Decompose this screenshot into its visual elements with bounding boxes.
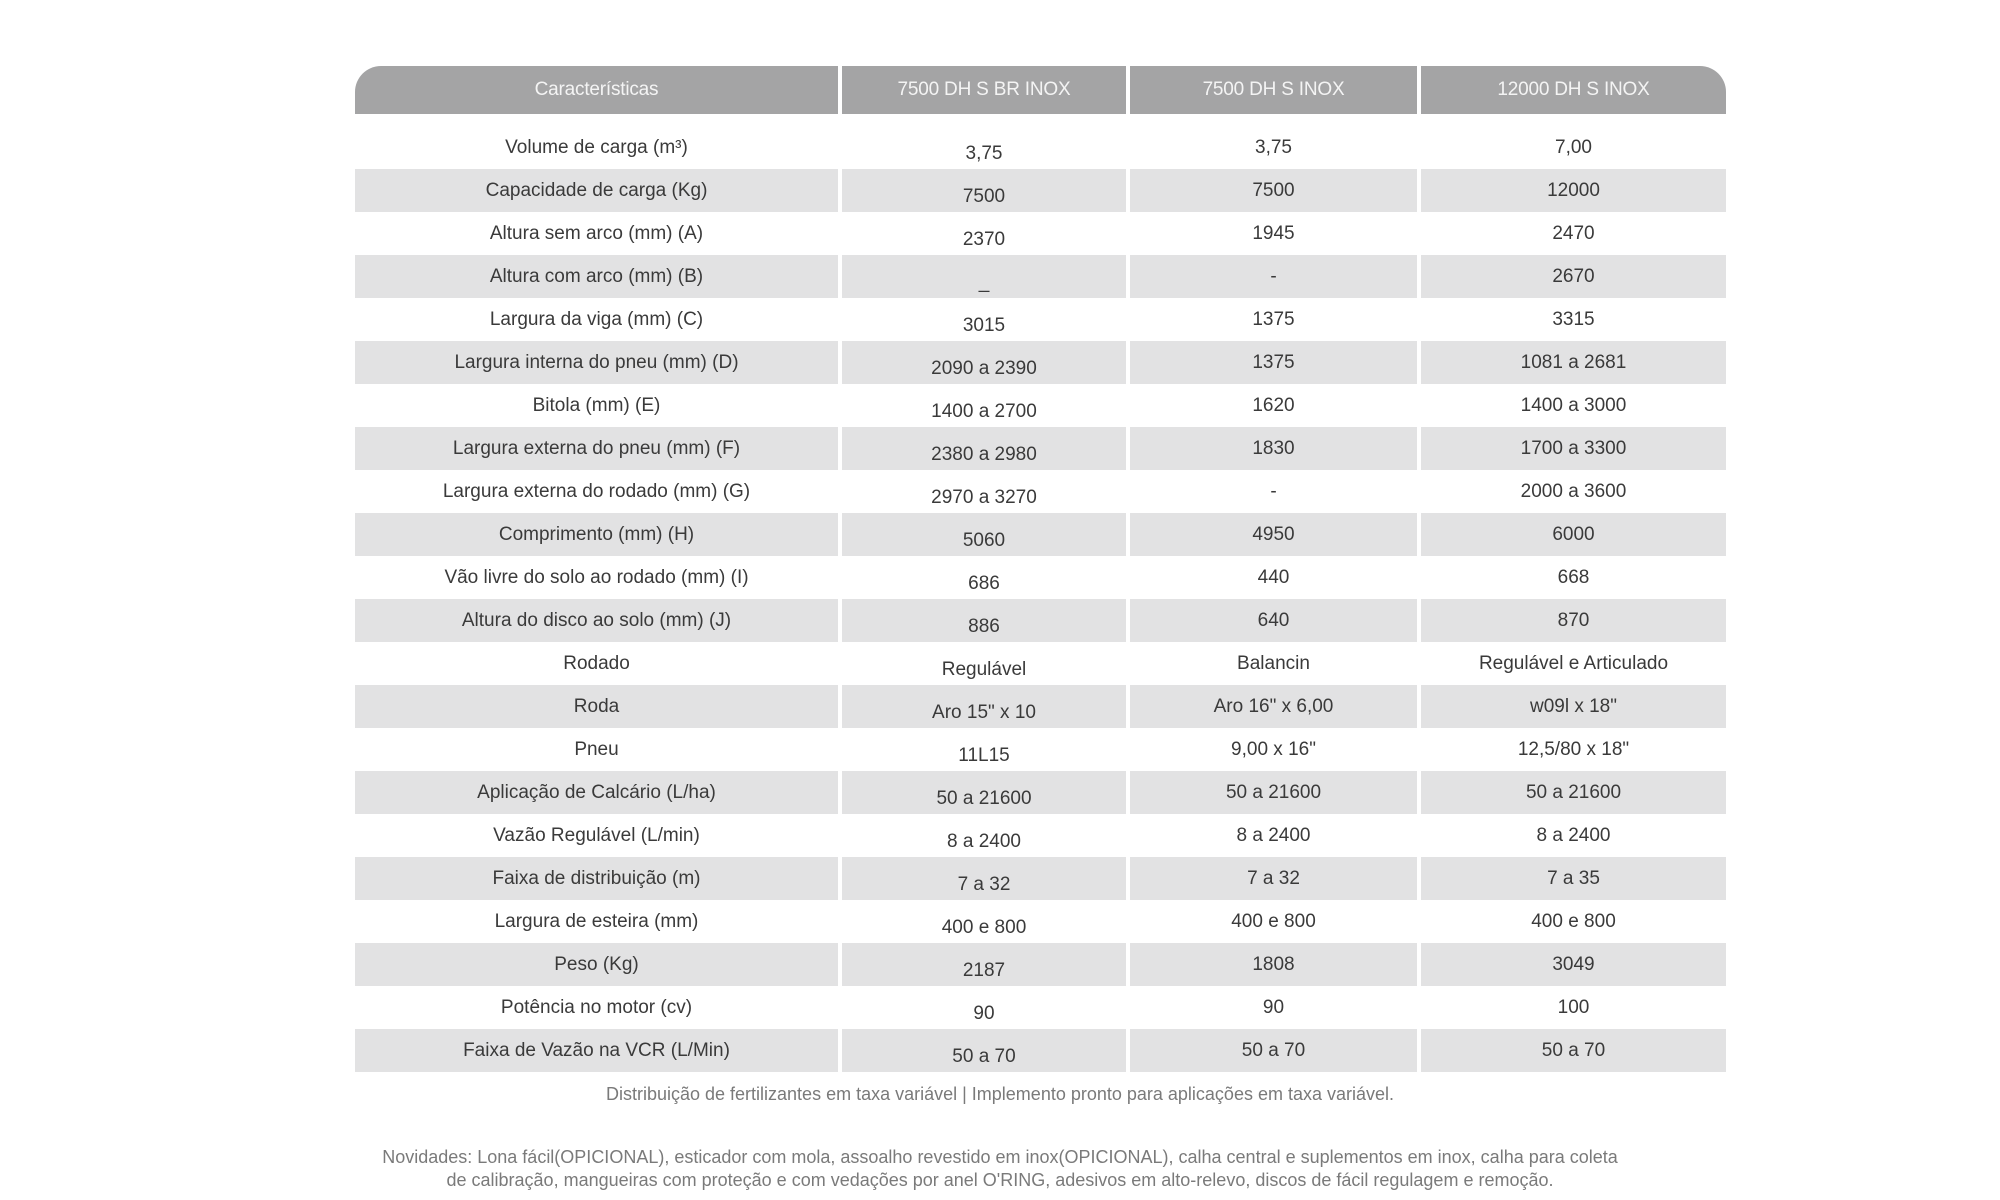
row-value: 1375 bbox=[1130, 341, 1417, 384]
row-value: 1081 a 2681 bbox=[1421, 341, 1726, 384]
row-value: 7500 bbox=[842, 169, 1126, 212]
table-row bbox=[355, 771, 1726, 814]
row-value: 640 bbox=[1130, 599, 1417, 642]
row-label: Altura sem arco (mm) (A) bbox=[489, 222, 704, 244]
footer-novidades-line-1: Novidades: Lona fácil(OPICIONAL), esticador com mola, assoalho revestido em inox(OPICIONAL), calha central e suplementos em inox, calha para coleta bbox=[382, 1147, 1618, 1167]
row-value: 400 e 800 bbox=[1531, 910, 1616, 932]
row-value: 2470 bbox=[1552, 222, 1595, 244]
row-label: Pneu bbox=[574, 738, 619, 760]
row-value: 90 bbox=[1262, 996, 1285, 1018]
row-value: Aro 16" x 6,00 bbox=[1130, 685, 1417, 728]
row-label: Potência no motor (cv) bbox=[500, 996, 693, 1018]
row-value: 3049 bbox=[1421, 943, 1726, 986]
table-row bbox=[355, 427, 1726, 470]
row-value: Regulável e Articulado bbox=[1478, 652, 1669, 674]
row-value: 7500 bbox=[1130, 169, 1417, 212]
spec-table bbox=[351, 66, 1730, 1072]
row-value: 5060 bbox=[842, 513, 1126, 556]
header-characteristics: Características bbox=[355, 66, 838, 114]
row-value: 686 bbox=[968, 572, 1000, 594]
footer-note: Distribuição de fertilizantes em taxa variável | Implemento pronto para aplicações em taxa variável. bbox=[605, 1084, 1395, 1104]
row-value: 8 a 2400 bbox=[1536, 824, 1611, 846]
row-value: 90 bbox=[973, 1002, 995, 1024]
table-row bbox=[355, 212, 1726, 255]
row-label: Volume de carga (m³) bbox=[505, 136, 688, 158]
row-value: 7 a 32 bbox=[1130, 857, 1417, 900]
row-value: 870 bbox=[1421, 599, 1726, 642]
row-label: Peso (Kg) bbox=[355, 943, 838, 986]
table-row bbox=[355, 169, 1726, 212]
row-value: 3015 bbox=[962, 314, 1006, 336]
row-value: w09l x 18" bbox=[1421, 685, 1726, 728]
row-value: 2000 a 3600 bbox=[1520, 480, 1627, 502]
table-row bbox=[355, 556, 1726, 599]
row-value: 3315 bbox=[1552, 308, 1595, 330]
row-label: Aplicação de Calcário (L/ha) bbox=[355, 771, 838, 814]
row-value: 2370 bbox=[962, 228, 1006, 250]
row-value: 3,75 bbox=[965, 142, 1003, 164]
row-value: 1830 bbox=[1130, 427, 1417, 470]
table-row bbox=[355, 986, 1726, 1029]
table-row bbox=[355, 900, 1726, 943]
row-value: 4950 bbox=[1130, 513, 1417, 556]
row-value: 3,75 bbox=[1255, 136, 1292, 158]
row-value: 2670 bbox=[1421, 255, 1726, 298]
row-label: Largura externa do pneu (mm) (F) bbox=[355, 427, 838, 470]
row-value: Regulável bbox=[941, 658, 1027, 680]
header-model-7500-br: 7500 DH S BR INOX bbox=[842, 66, 1126, 114]
table-row bbox=[355, 384, 1726, 427]
row-value: 1400 a 2700 bbox=[931, 400, 1037, 422]
row-value: 50 a 21600 bbox=[1130, 771, 1417, 814]
table-row bbox=[355, 513, 1726, 556]
header-model-12000: 12000 DH S INOX bbox=[1421, 66, 1726, 114]
table-row bbox=[355, 857, 1726, 900]
row-value: 7,00 bbox=[1555, 136, 1592, 158]
row-label: Roda bbox=[355, 685, 838, 728]
row-value: Balancin bbox=[1237, 652, 1310, 674]
table-row bbox=[355, 126, 1726, 169]
row-value: 1808 bbox=[1130, 943, 1417, 986]
row-label: Vazão Regulável (L/min) bbox=[493, 824, 700, 846]
table-row bbox=[355, 685, 1726, 728]
row-label: Comprimento (mm) (H) bbox=[355, 513, 838, 556]
table-row bbox=[355, 470, 1726, 513]
row-value: 8 a 2400 bbox=[1236, 824, 1311, 846]
row-value: 12000 bbox=[1421, 169, 1726, 212]
row-value: 50 a 70 bbox=[1421, 1029, 1726, 1072]
row-value: 50 a 21600 bbox=[1421, 771, 1726, 814]
row-label: Vão livre do solo ao rodado (mm) (I) bbox=[444, 566, 749, 588]
table-row bbox=[355, 298, 1726, 341]
table-header bbox=[355, 66, 1726, 126]
row-label: Faixa de Vazão na VCR (L/Min) bbox=[355, 1029, 838, 1072]
row-value: 2970 a 3270 bbox=[931, 486, 1037, 508]
row-value: 1700 a 3300 bbox=[1421, 427, 1726, 470]
row-label: Capacidade de carga (Kg) bbox=[355, 169, 838, 212]
row-label: Largura de esteira (mm) bbox=[494, 910, 699, 932]
row-label: Altura do disco ao solo (mm) (J) bbox=[355, 599, 838, 642]
table-row bbox=[355, 599, 1726, 642]
row-value: 12,5/80 x 18" bbox=[1517, 738, 1630, 760]
row-value: 400 e 800 bbox=[1231, 910, 1316, 932]
row-value: 2187 bbox=[842, 943, 1126, 986]
row-label: Largura externa do rodado (mm) (G) bbox=[442, 480, 751, 502]
row-value: 11L15 bbox=[958, 744, 1010, 766]
row-value: 886 bbox=[842, 599, 1126, 642]
table-row bbox=[355, 642, 1726, 685]
table-body bbox=[355, 126, 1726, 1072]
row-value: 8 a 2400 bbox=[947, 830, 1021, 852]
row-value: 7 a 35 bbox=[1421, 857, 1726, 900]
footer-novidades-line-2: de calibração, mangueiras com proteção e com vedações por anel O'RING, adesivos em alto-relevo, discos de fácil regulagem e remoção. bbox=[446, 1170, 1554, 1190]
row-value: 100 bbox=[1557, 996, 1590, 1018]
row-value: 50 a 70 bbox=[1130, 1029, 1417, 1072]
row-label: Altura com arco (mm) (B) bbox=[355, 255, 838, 298]
table-row bbox=[355, 728, 1726, 771]
row-value: Aro 15" x 10 bbox=[842, 685, 1126, 728]
row-value: 440 bbox=[1257, 566, 1290, 588]
row-value: 2380 a 2980 bbox=[842, 427, 1126, 470]
row-value: 1375 bbox=[1252, 308, 1295, 330]
row-value: 400 e 800 bbox=[941, 916, 1027, 938]
header-model-7500: 7500 DH S INOX bbox=[1130, 66, 1417, 114]
row-value: 1945 bbox=[1252, 222, 1295, 244]
row-label: Rodado bbox=[563, 652, 630, 674]
row-value: 50 a 21600 bbox=[842, 771, 1126, 814]
row-value: 1400 a 3000 bbox=[1520, 394, 1627, 416]
row-value: - bbox=[1270, 480, 1277, 502]
table-row bbox=[355, 943, 1726, 986]
row-value: 668 bbox=[1557, 566, 1590, 588]
row-label: Largura da viga (mm) (C) bbox=[489, 308, 704, 330]
table-row bbox=[355, 1029, 1726, 1072]
row-value: 7 a 32 bbox=[842, 857, 1126, 900]
row-label: Largura interna do pneu (mm) (D) bbox=[355, 341, 838, 384]
row-value: - bbox=[1130, 255, 1417, 298]
row-value: 6000 bbox=[1421, 513, 1726, 556]
row-value: _ bbox=[842, 255, 1126, 298]
table-row bbox=[355, 255, 1726, 298]
row-value: 50 a 70 bbox=[842, 1029, 1126, 1072]
row-value: 2090 a 2390 bbox=[842, 341, 1126, 384]
row-value: 1620 bbox=[1252, 394, 1295, 416]
table-row bbox=[355, 341, 1726, 384]
footer-novidades bbox=[0, 1146, 2000, 1192]
row-value: 9,00 x 16" bbox=[1231, 738, 1316, 760]
row-label: Bitola (mm) (E) bbox=[532, 394, 661, 416]
table-row bbox=[355, 814, 1726, 857]
row-label: Faixa de distribuição (m) bbox=[355, 857, 838, 900]
